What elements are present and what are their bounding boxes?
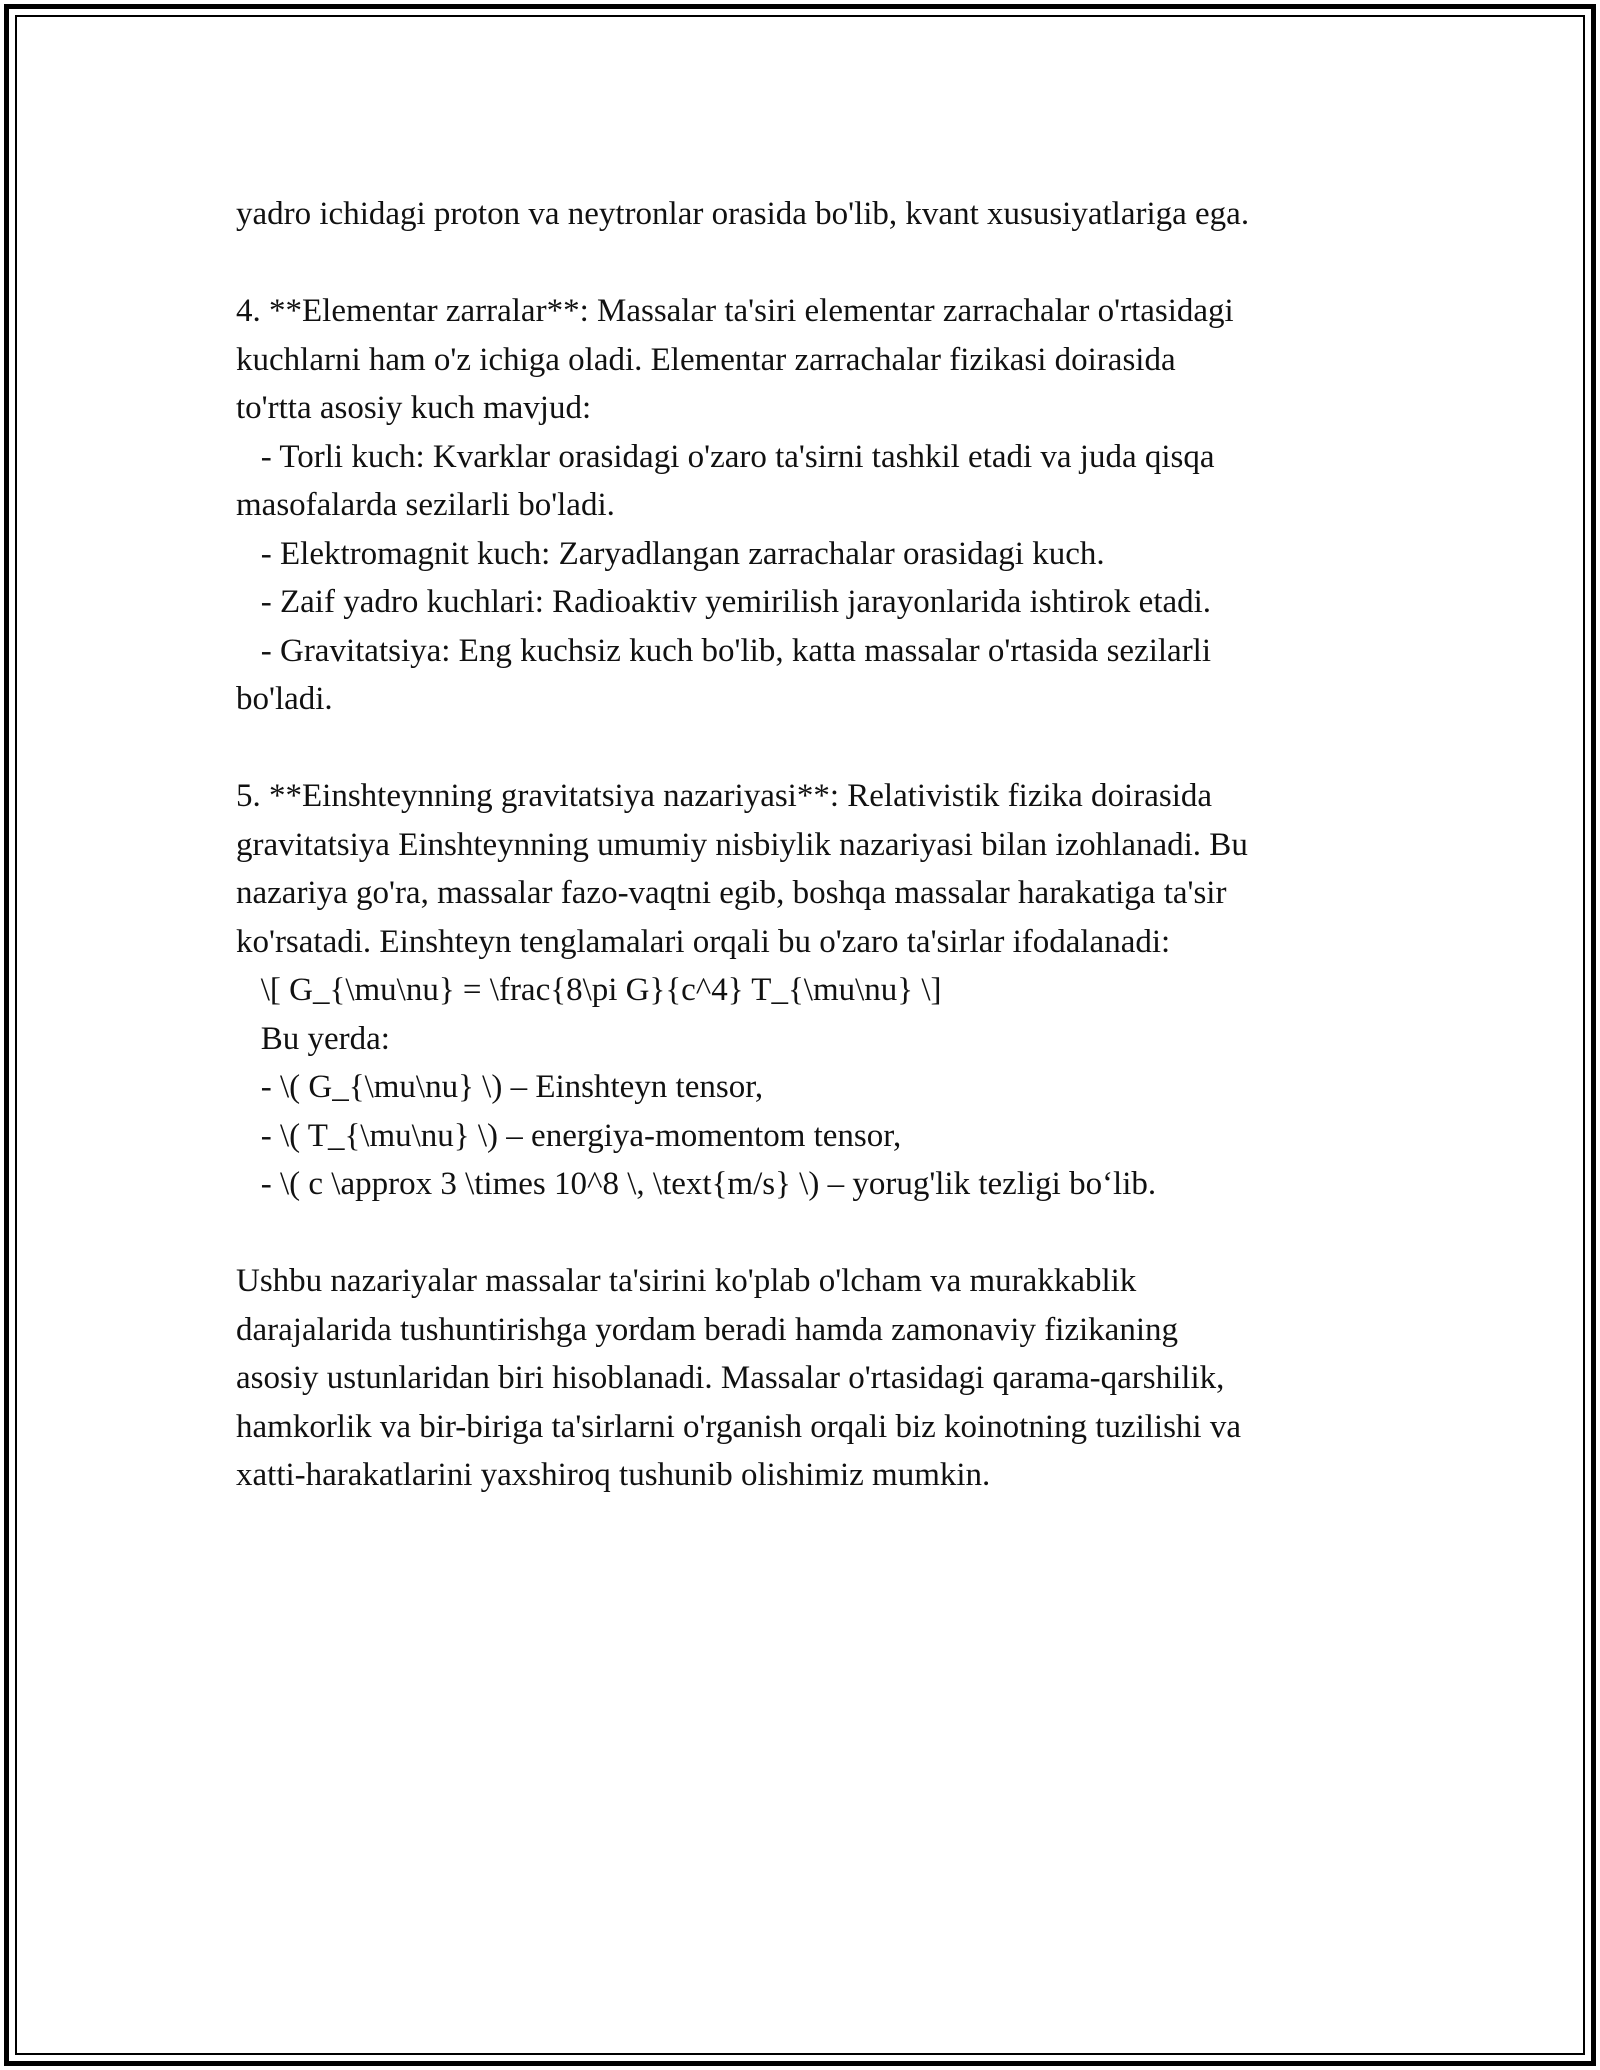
- text-line: masofalarda sezilarli bo'ladi.: [236, 487, 615, 523]
- document-body: [236, 190, 1416, 1500]
- equation-line: \[ G_{\mu\nu} = \frac{8\pi G}{c^4} T_{\mu\nu} \]: [236, 972, 942, 1008]
- text-line: 4. **Elementar zarralar**: Massalar ta'siri elementar zarrachalar o'rtasidagi: [236, 293, 1234, 329]
- text-line: - Elektromagnit kuch: Zaryadlangan zarrachalar orasidagi kuch.: [236, 535, 1105, 572]
- text-line: 5. **Einshteynning gravitatsiya nazariyasi**: Relativistik fizika doirasida: [236, 778, 1213, 814]
- text-line: - Zaif yadro kuchlari: Radioaktiv yemirilish jarayonlarida ishtirok etadi.: [236, 584, 1212, 620]
- text-line: Ushbu nazariyalar massalar ta'sirini ko'plab o'lcham va murakkablik: [236, 1263, 1137, 1299]
- text-line: asosiy ustunlaridan biri hisoblanadi. Massalar o'rtasidagi qarama-qarshilik,: [236, 1360, 1225, 1396]
- text-line: darajalarida tushuntirishga yordam beradi hamda zamonaviy fizikaning: [236, 1311, 1178, 1348]
- text-line: gravitatsiya Einshteynning umumiy nisbiylik nazariyasi bilan izohlanadi. Bu: [236, 826, 1248, 863]
- text-line: bo'ladi.: [236, 681, 333, 717]
- text-line: - Gravitatsiya: Eng kuchsiz kuch bo'lib, katta massalar o'rtasida sezilarli: [236, 632, 1212, 669]
- text-line: - \( c \approx 3 \times 10^8 \, \text{m/s} \) – yorug'lik tezligi bo‘lib.: [236, 1166, 1157, 1202]
- text-line: ko'rsatadi. Einshteyn tenglamalari orqali bu o'zaro ta'sirlar ifodalanadi:: [236, 923, 1171, 960]
- text-line: xatti-harakatlarini yaxshiroq tushunib olishimiz mumkin.: [236, 1457, 991, 1493]
- text-line: Bu yerda:: [236, 1020, 390, 1057]
- text-line: hamkorlik va bir-biriga ta'sirlarni o'rganish orqali biz koinotning tuzilishi va: [236, 1408, 1242, 1445]
- text-line: yadro ichidagi proton va neytronlar orasida bo'lib, kvant xususiyatlariga ega.: [236, 196, 1250, 232]
- text-line: - \( G_{\mu\nu} \) – Einshteyn tensor,: [236, 1069, 764, 1105]
- blank-line: [236, 1209, 1416, 1258]
- text-line: nazariya go'ra, massalar fazo-vaqtni egib, boshqa massalar harakatiga ta'sir: [236, 875, 1227, 911]
- blank-line: [236, 724, 1416, 773]
- text-line: kuchlarni ham o'z ichiga oladi. Elementar zarrachalar fizikasi doirasida: [236, 341, 1176, 378]
- blank-line: [236, 239, 1416, 288]
- text-line: to'rtta asosiy kuch mavjud:: [236, 390, 592, 426]
- text-line: - \( T_{\mu\nu} \) – energiya-momentom tensor,: [236, 1117, 902, 1154]
- text-line: - Torli kuch: Kvarklar orasidagi o'zaro ta'sirni tashkil etadi va juda qisqa: [236, 438, 1215, 475]
